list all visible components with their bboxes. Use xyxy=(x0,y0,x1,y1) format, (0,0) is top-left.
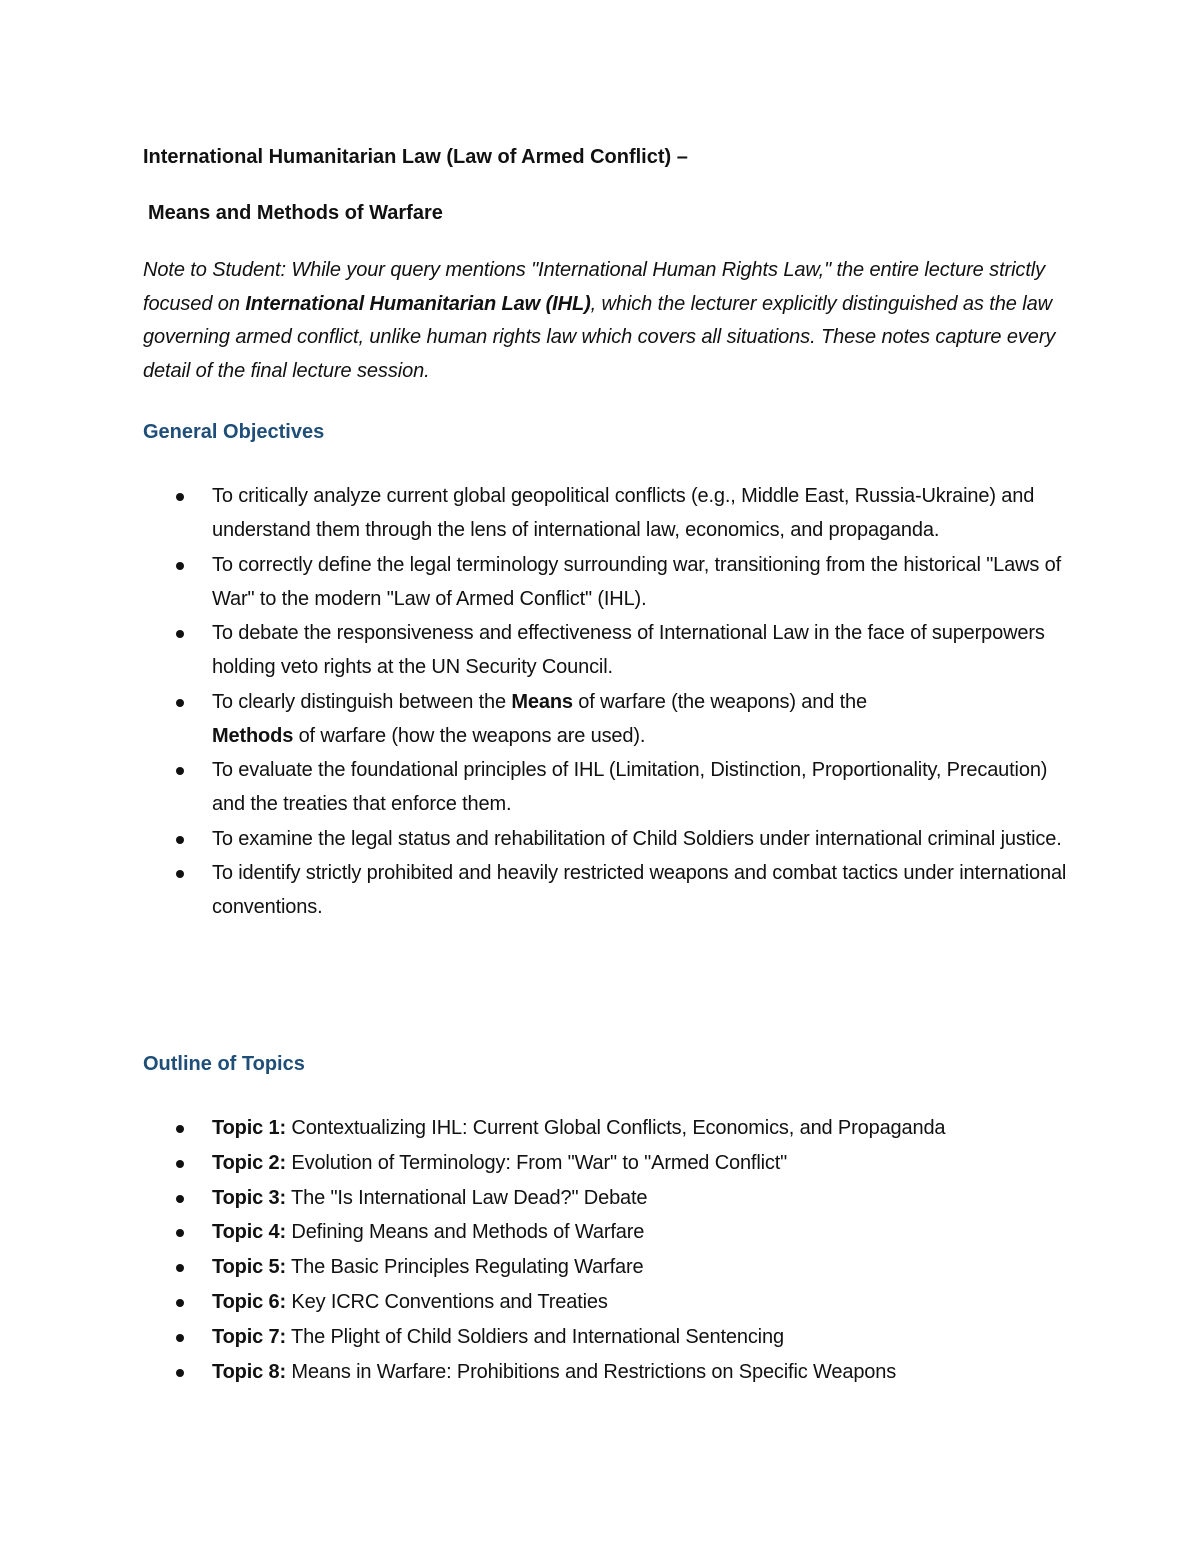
objective-text: To identify strictly prohibited and heavily restricted weapons and combat tactics under international conventions. xyxy=(212,862,1067,918)
list-item xyxy=(143,1181,1068,1215)
topic-label: Topic 7: xyxy=(212,1325,286,1348)
objective-bold-methods: Methods xyxy=(212,724,294,747)
topic-label: Topic 5: xyxy=(212,1256,286,1279)
outline-of-topics-heading: Outline of Topics xyxy=(143,1053,305,1075)
bullet-icon xyxy=(176,1160,184,1168)
objective-text: To examine the legal status and rehabilitation of Child Soldiers under international criminal justice. xyxy=(212,827,1062,850)
topic-label: Topic 6: xyxy=(212,1290,286,1313)
objective-text: To correctly define the legal terminology surrounding war, transitioning from the historical "Laws of War" to the modern "Law of Armed Conflict" (IHL). xyxy=(212,553,1062,610)
list-item xyxy=(143,685,1068,753)
list-item xyxy=(143,616,1068,684)
objective-text: To evaluate the foundational principles of IHL (Limitation, Distinction, Proportionality, Precaution) and the treaties that enforce them. xyxy=(212,759,1048,815)
bullet-icon xyxy=(176,1299,184,1307)
objectives-list xyxy=(143,479,1068,925)
bullet-icon xyxy=(176,1334,184,1342)
list-item xyxy=(143,1285,1068,1319)
list-item xyxy=(143,1146,1068,1180)
list-item xyxy=(143,479,1068,547)
topic-text: Key ICRC Conventions and Treaties xyxy=(286,1290,608,1313)
note-to-student xyxy=(143,254,1068,388)
list-item xyxy=(143,548,1068,616)
bullet-icon xyxy=(176,1195,184,1203)
note-text-part1: Note to Student: While your query mentions "International Human Rights Law," the entire lecture strictly focused on xyxy=(143,259,1046,315)
note-text-part2: , which the lecturer explicitly distinguished as the law governing armed conflict, unlike human rights law which covers all situations. These notes capture every detail of the final lecture session. xyxy=(143,292,1056,382)
bullet-icon xyxy=(176,836,184,844)
topic-text: Defining Means and Methods of Warfare xyxy=(286,1221,645,1244)
bullet-icon xyxy=(176,1264,184,1272)
list-item xyxy=(143,1320,1068,1354)
topic-text: The Basic Principles Regulating Warfare xyxy=(286,1256,644,1279)
topic-text: Contextualizing IHL: Current Global Conflicts, Economics, and Propaganda xyxy=(286,1117,946,1139)
bullet-icon xyxy=(176,870,184,878)
topic-label: Topic 3: xyxy=(212,1186,286,1209)
list-item xyxy=(143,1250,1068,1284)
bullet-icon xyxy=(176,630,184,638)
objective-bold-means: Means xyxy=(511,690,573,713)
document-title: International Humanitarian Law (Law of Armed Conflict) – xyxy=(143,146,688,168)
bullet-icon xyxy=(176,699,184,707)
topic-label: Topic 4: xyxy=(212,1221,286,1244)
bullet-icon xyxy=(176,1125,184,1133)
objective-text-c: of warfare (the weapons) and the xyxy=(572,690,867,713)
topic-label: Topic 8: xyxy=(212,1360,286,1383)
list-item xyxy=(143,753,1068,821)
topic-label: Topic 2: xyxy=(212,1151,286,1174)
topic-text: The Plight of Child Soldiers and International Sentencing xyxy=(286,1325,784,1348)
list-item xyxy=(143,1111,1068,1145)
list-item xyxy=(143,856,1068,924)
objective-text: To critically analyze current global geopolitical conflicts (e.g., Middle East, Russia-Ukraine) and understand them through the lens of international law, economics, and propaganda. xyxy=(212,485,1035,541)
bullet-icon xyxy=(176,1229,184,1237)
list-item xyxy=(143,1215,1068,1249)
objective-text-a: To clearly distinguish between the xyxy=(212,690,512,713)
objective-text-d: of warfare (how the weapons are used). xyxy=(293,724,646,747)
topic-label: Topic 1: xyxy=(212,1117,286,1139)
bullet-icon xyxy=(176,562,184,570)
list-item xyxy=(143,822,1068,856)
objective-text: To debate the responsiveness and effectiveness of International Law in the face of superpowers holding veto rights at the UN Security Council. xyxy=(212,622,1045,678)
note-bold-ihl: International Humanitarian Law (IHL) xyxy=(245,292,591,315)
list-item xyxy=(143,1355,1068,1389)
bullet-icon xyxy=(176,493,184,501)
topic-text: Evolution of Terminology: From "War" to "Armed Conflict" xyxy=(286,1151,788,1174)
bullet-icon xyxy=(176,1369,184,1377)
topic-text: Means in Warfare: Prohibitions and Restrictions on Specific Weapons xyxy=(286,1360,897,1383)
general-objectives-heading: General Objectives xyxy=(143,421,325,443)
document-subtitle: Means and Methods of Warfare xyxy=(148,202,443,224)
topic-text: The "Is International Law Dead?" Debate xyxy=(286,1186,648,1209)
bullet-icon xyxy=(176,767,184,775)
topics-list xyxy=(143,1111,1068,1389)
